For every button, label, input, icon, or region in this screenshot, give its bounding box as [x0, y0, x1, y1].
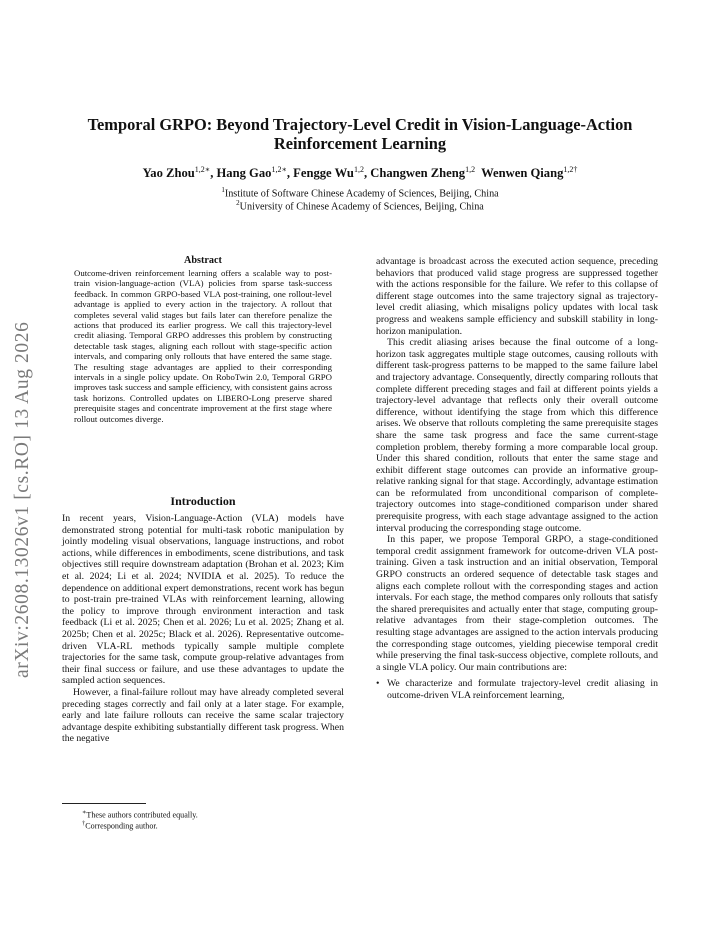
affiliation: $^2$University of Chinese Academy of Sciences, Beijing, China — [236, 199, 484, 213]
introduction-heading: Introduction — [170, 494, 236, 508]
right-column — [376, 256, 658, 702]
footnote: ∗These authors contributed equally. — [82, 809, 198, 820]
paragraph: advantage is broadcast across the executed action sequence, preceding behaviors that produced valid stage progress are suppressed together with the actions responsible for the failure. We refer to this collapse of different stage outcomes into the same trajectory signal as trajectory-level credit aliasing, which misaligns policy updates with local task progress and weakens sample efficiency and subskill stability in long-horizon manipulation. — [376, 256, 658, 337]
paragraph: This credit aliasing arises because the final outcome of a long-horizon task aggregates multiple stage outcomes, causing rollouts with different task-progress patterns to be mapped to the same failure label and trajectory advantage. Consequently, directly comparing rollouts that complete different preceding stages and fail at different points yields a trajectory-level advantage that reflects only their overall outcome difference, without identifying the stage from which this difference arises. We observe that rollouts completing the same prerequisite stages share the same task progress and face the same current-stage completion problem, thereby forming a more comparable local group. Under this shared condition, rollouts that enter the same stage and exhibit different stage outcomes can provide an informative group-relative ranking signal for that stage. Accordingly, advantage estimation can be reformulated from unconditional comparison of complete-trajectory outcomes into stage-conditioned comparison under shared prerequisite progress, with each stage advantage assigned to the action interval producing the corresponding stage outcome. — [376, 337, 658, 534]
footnote: †Corresponding author. — [82, 820, 158, 831]
introduction-left-column — [62, 513, 344, 745]
paper-title: Temporal GRPO: Beyond Trajectory-Level Credit in Vision-Language-Action Reinforcement Learning — [87, 115, 633, 153]
paragraph: In this paper, we propose Temporal GRPO, a stage-conditioned temporal credit assignment framework for outcome-driven VLA post-training. Given a task instruction and an initial observation, Temporal GRPO constructs an ordered sequence of detectable task stages and aligns each complete rollout with the corresponding stages and action intervals. For each stage, the method compares only rollouts that satisfy the shared prerequisites and actually enter that stage, computing group-relative advantages from their stage-completion outcomes. The resulting stage advantages are assigned to the action intervals producing the corresponding stage outcomes, yielding piecewise temporal credit while preserving the final task-success objective, complete rollouts, and a single VLA policy. Our main contributions are: — [376, 534, 658, 673]
affiliation: $^1$Institute of Software Chinese Academy of Sciences, Beijing, China — [221, 186, 499, 200]
paragraph: However, a final-failure rollout may have already completed several preceding stages correctly and fail only at a later stage. For example, early and late failure rollouts can receive the same scalar trajectory advantage despite exhibiting substantially different task progress. When the negative — [62, 686, 344, 745]
contribution-list — [376, 678, 658, 701]
abstract-body: Outcome-driven reinforcement learning offers a scalable way to post-train vision-language-action (VLA) policies from sparse task-success feedback. In common GRPO-based VLA post-training, one rollout-level advantage is applied to every action in the trajectory. A rollout that completes several valid stages but fails later can therefore penalize the actions that produced its earlier progress. We call this trajectory-level credit aliasing. Temporal GRPO addresses this problem by constructing detectable task stages, aligning each rollout with stage-specific action intervals, and comparing only rollouts that have entered the same stage. The resulting stage advantages are applied to their corresponding intervals in a single policy update. On RoboTwin 2.0, Temporal GRPO improves task success and sample efficiency, with consistent gains across task horizons. Controlled updates on LIBERO-Long preserve shared prerequisite stages and concentrate improvement at the first stage where rollout outcomes diverge. — [74, 268, 332, 424]
abstract-heading: Abstract — [184, 255, 222, 266]
author: Yao Zhou$^{1,2∗}$, — [142, 165, 217, 181]
author: Changwen Zheng$^{1,2}$ — [370, 165, 476, 181]
author: Hang Gao$^{1,2∗}$, — [216, 165, 294, 181]
paragraph: In recent years, Vision-Language-Action (VLA) models have demonstrated strong potential for multi-task robotic manipulation by jointly modeling visual observations, language instructions, and robot actions, while differences in embodiments, scene distributions, and task objectives still require downstream adaptation (Brohan et al. 2023; Kim et al. 2024; Li et al. 2024; NVIDIA et al. 2025). To reduce the dependence on additional expert demonstrations, recent work has begun to post-train pre-trained VLAs with reinforcement learning, allowing the policy to improve through environment interaction and task feedback (Li et al. 2025; Chen et al. 2026; Lu et al. 2025; Zhang et al. 2025b; Chen et al. 2025c; Black et al. 2026). Representative outcome-driven VLA-RL methods typically sample multiple complete trajectories for the same task, compute group-relative advantages from their final success or failure, and use these advantages to update the sampled action sequences. — [62, 513, 344, 687]
contribution-item: • We characterize and formulate trajectory-level credit aliasing in outcome-driven VLA reinforcement learning, — [376, 678, 658, 701]
author: Wenwen Qiang$^{1,2\dagger}$ — [481, 165, 578, 181]
footnote-rule — [62, 803, 146, 804]
arxiv-identifier: arXiv:2608.13026v1 [cs.RO] 13 Aug 2026 — [12, 321, 33, 678]
author-list — [60, 165, 660, 181]
author: Fengge Wu$^{1,2}$, — [293, 165, 371, 181]
